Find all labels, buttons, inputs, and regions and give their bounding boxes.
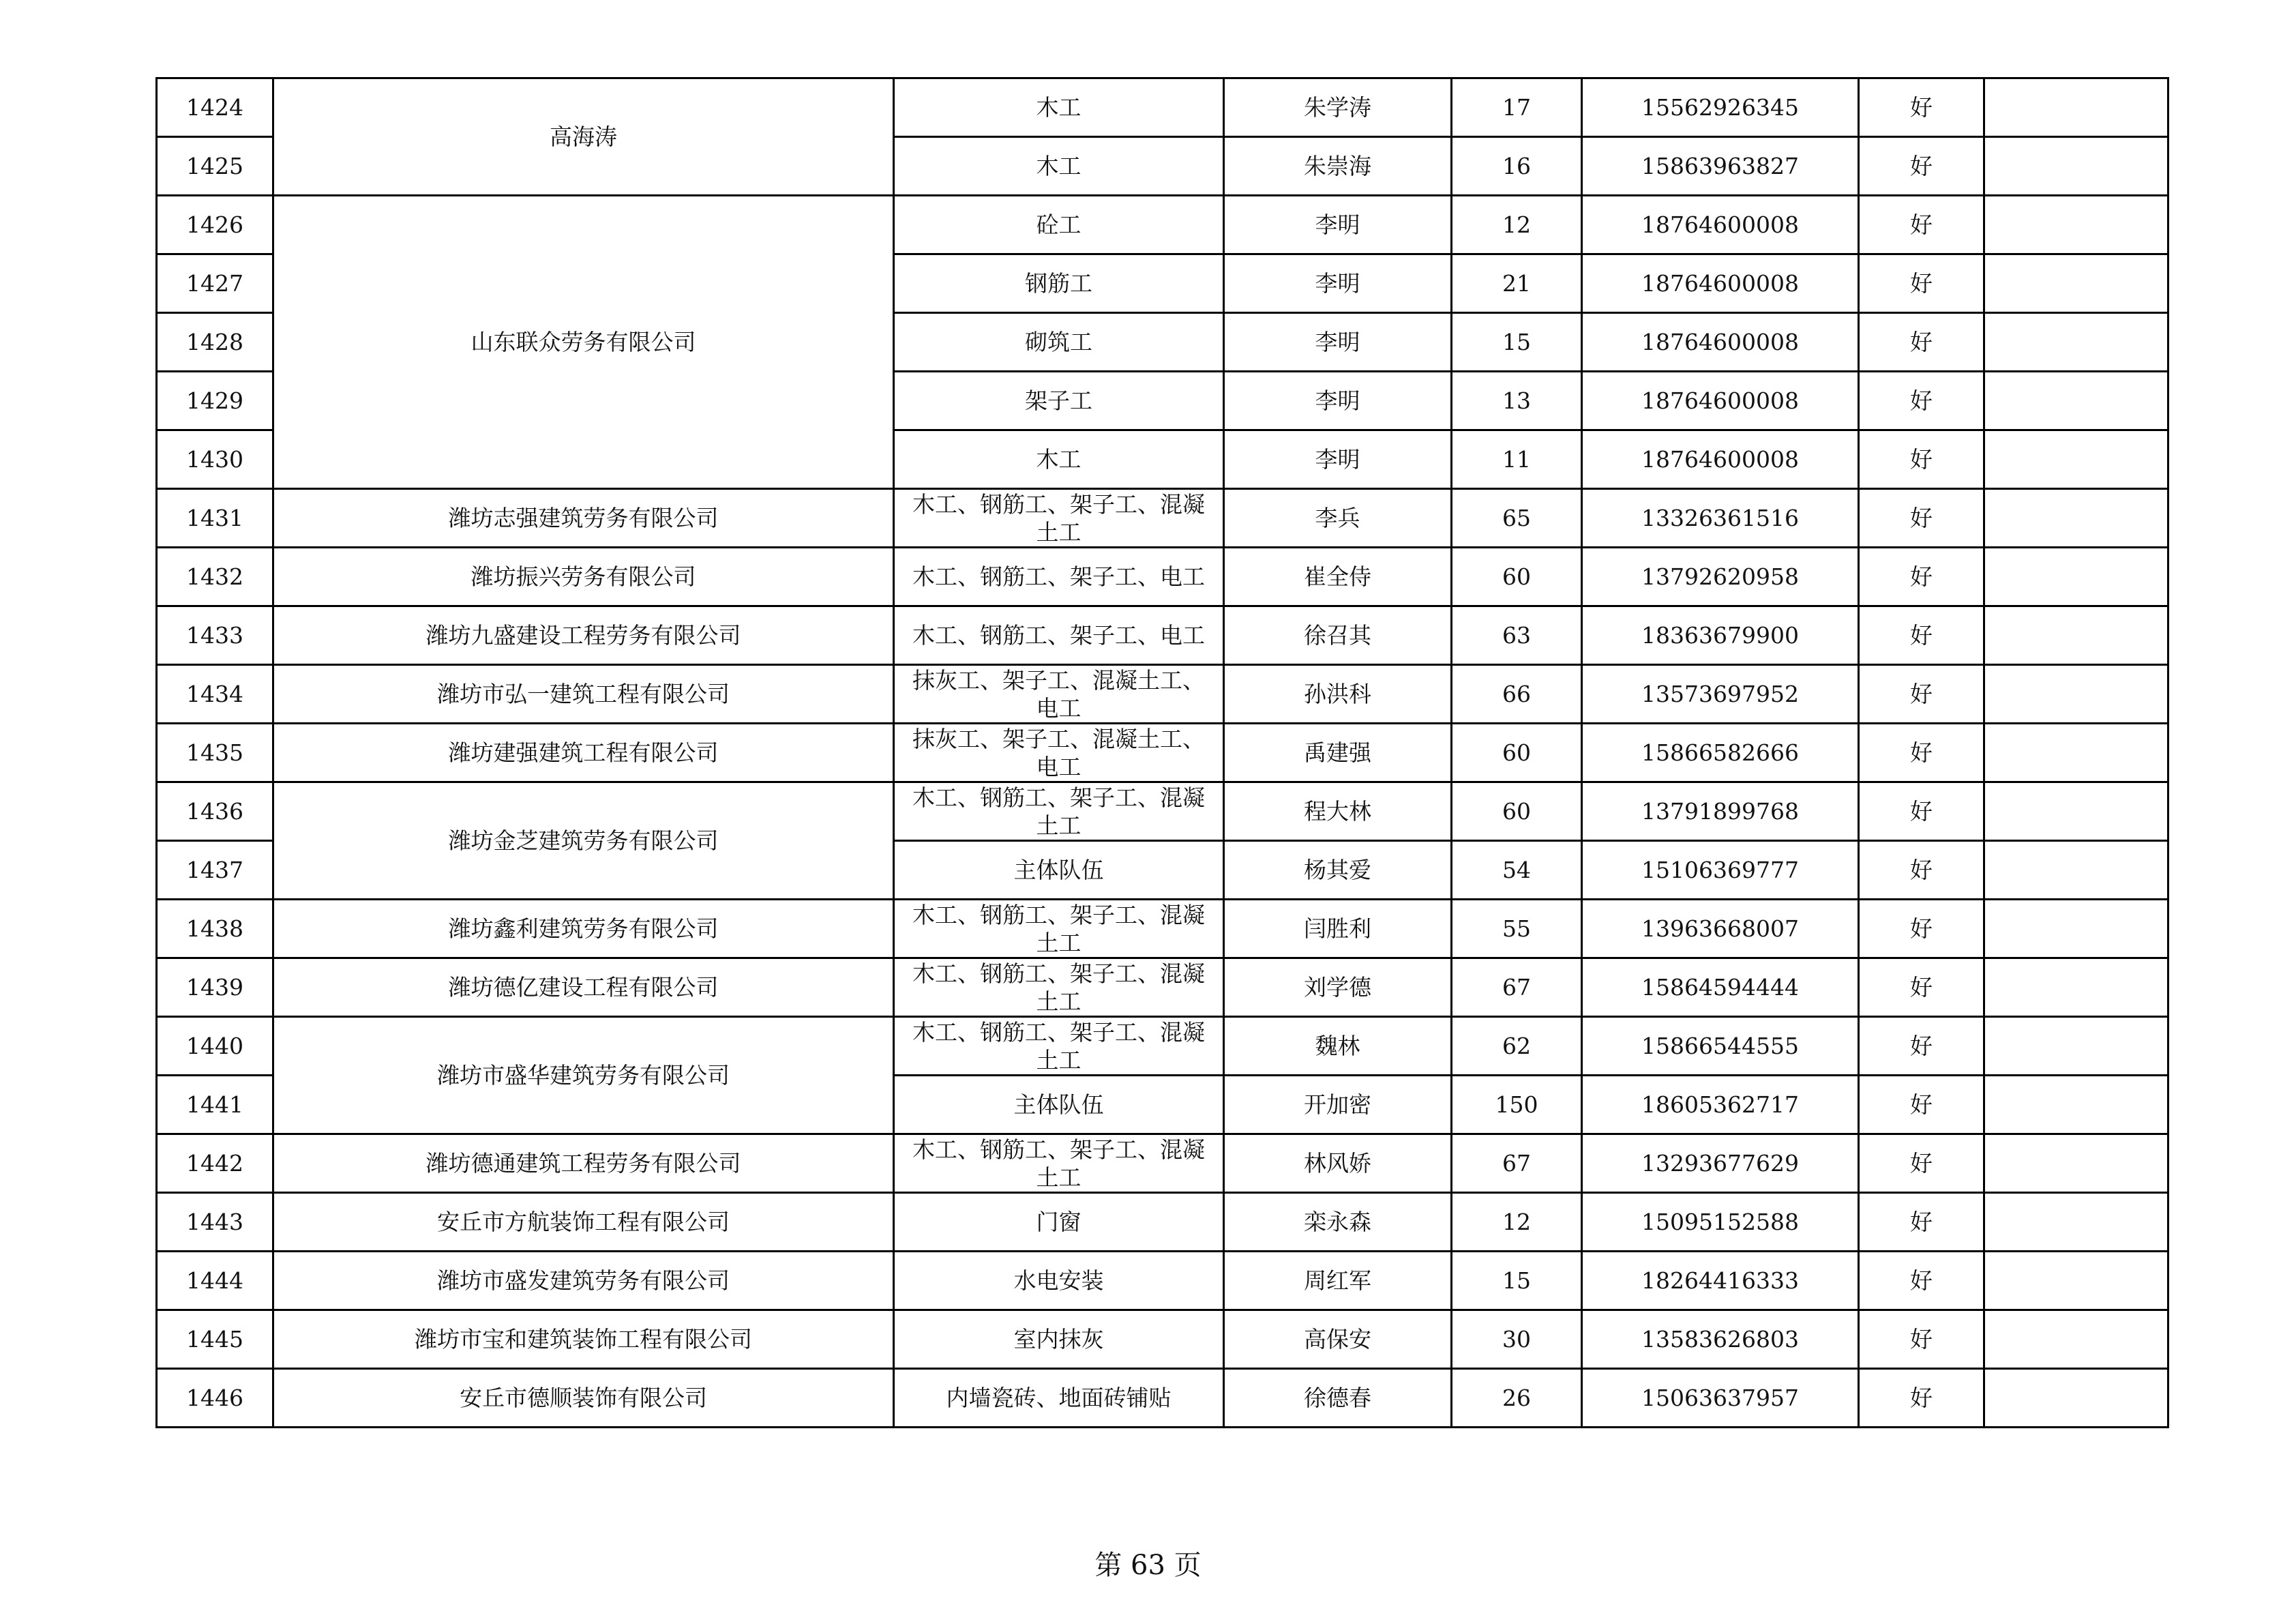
trade-cell: 水电安装: [894, 1252, 1224, 1310]
trade-cell: 木工、钢筋工、架子工、混凝土工: [894, 1017, 1224, 1076]
row-number-cell: 1435: [157, 724, 273, 782]
company-cell: 安丘市方航装饰工程有限公司: [273, 1193, 894, 1252]
note-cell: [1984, 900, 2168, 958]
worker-count-cell: 62: [1452, 1017, 1582, 1076]
note-cell: [1984, 313, 2168, 372]
company-cell: 潍坊市盛发建筑劳务有限公司: [273, 1252, 894, 1310]
note-cell: [1984, 1193, 2168, 1252]
trade-cell: 木工、钢筋工、架子工、混凝土工: [894, 1134, 1224, 1193]
contact-person-cell: 禹建强: [1224, 724, 1452, 782]
note-cell: [1984, 958, 2168, 1017]
table-row: [157, 1134, 2168, 1193]
rating-cell: 好: [1859, 1017, 1984, 1076]
row-number-cell: 1446: [157, 1369, 273, 1428]
phone-cell: 13963668007: [1582, 900, 1859, 958]
row-number-cell: 1444: [157, 1252, 273, 1310]
worker-count-cell: 60: [1452, 548, 1582, 606]
company-cell: 潍坊振兴劳务有限公司: [273, 548, 894, 606]
worker-count-cell: 67: [1452, 958, 1582, 1017]
rating-cell: 好: [1859, 1310, 1984, 1369]
note-cell: [1984, 665, 2168, 724]
phone-cell: 18764600008: [1582, 196, 1859, 254]
worker-count-cell: 60: [1452, 724, 1582, 782]
phone-cell: 18605362717: [1582, 1076, 1859, 1134]
contact-person-cell: 李兵: [1224, 489, 1452, 548]
contact-person-cell: 李明: [1224, 372, 1452, 430]
trade-cell: 木工、钢筋工、架子工、电工: [894, 606, 1224, 665]
rating-cell: 好: [1859, 1193, 1984, 1252]
phone-cell: 18363679900: [1582, 606, 1859, 665]
worker-count-cell: 12: [1452, 1193, 1582, 1252]
company-cell: 潍坊鑫利建筑劳务有限公司: [273, 900, 894, 958]
contact-person-cell: 李明: [1224, 196, 1452, 254]
contact-person-cell: 杨其爱: [1224, 841, 1452, 900]
phone-cell: 15095152588: [1582, 1193, 1859, 1252]
row-number-cell: 1433: [157, 606, 273, 665]
row-number-cell: 1431: [157, 489, 273, 548]
trade-cell: 木工、钢筋工、架子工、混凝土工: [894, 489, 1224, 548]
worker-count-cell: 11: [1452, 430, 1582, 489]
contact-person-cell: 程大林: [1224, 782, 1452, 841]
worker-count-cell: 15: [1452, 1252, 1582, 1310]
table-body: [157, 78, 2168, 1428]
note-cell: [1984, 196, 2168, 254]
phone-cell: 13792620958: [1582, 548, 1859, 606]
row-number-cell: 1429: [157, 372, 273, 430]
contact-person-cell: 崔全侍: [1224, 548, 1452, 606]
row-number-cell: 1425: [157, 137, 273, 196]
note-cell: [1984, 724, 2168, 782]
table-row: [157, 548, 2168, 606]
company-cell: 安丘市德顺装饰有限公司: [273, 1369, 894, 1428]
table-row: [157, 665, 2168, 724]
contact-person-cell: 栾永森: [1224, 1193, 1452, 1252]
worker-count-cell: 12: [1452, 196, 1582, 254]
worker-count-cell: 67: [1452, 1134, 1582, 1193]
worker-count-cell: 26: [1452, 1369, 1582, 1428]
contractor-table: [155, 77, 2169, 1428]
worker-count-cell: 13: [1452, 372, 1582, 430]
rating-cell: 好: [1859, 548, 1984, 606]
table-row: [157, 1193, 2168, 1252]
trade-cell: 木工、钢筋工、架子工、混凝土工: [894, 782, 1224, 841]
phone-cell: 15866582666: [1582, 724, 1859, 782]
phone-cell: 13583626803: [1582, 1310, 1859, 1369]
phone-cell: 18764600008: [1582, 430, 1859, 489]
company-cell: 山东联众劳务有限公司: [273, 196, 894, 489]
rating-cell: 好: [1859, 78, 1984, 137]
trade-cell: 木工、钢筋工、架子工、电工: [894, 548, 1224, 606]
rating-cell: 好: [1859, 958, 1984, 1017]
note-cell: [1984, 1134, 2168, 1193]
contact-person-cell: 林风娇: [1224, 1134, 1452, 1193]
note-cell: [1984, 1076, 2168, 1134]
row-number-cell: 1436: [157, 782, 273, 841]
trade-cell: 内墙瓷砖、地面砖铺贴: [894, 1369, 1224, 1428]
trade-cell: 主体队伍: [894, 841, 1224, 900]
rating-cell: 好: [1859, 1369, 1984, 1428]
company-cell: 潍坊建强建筑工程有限公司: [273, 724, 894, 782]
rating-cell: 好: [1859, 430, 1984, 489]
worker-count-cell: 66: [1452, 665, 1582, 724]
table-row: [157, 1369, 2168, 1428]
note-cell: [1984, 841, 2168, 900]
trade-cell: 木工: [894, 78, 1224, 137]
table-row: [157, 900, 2168, 958]
company-cell: 潍坊市盛华建筑劳务有限公司: [273, 1017, 894, 1134]
rating-cell: 好: [1859, 372, 1984, 430]
contact-person-cell: 朱崇海: [1224, 137, 1452, 196]
note-cell: [1984, 548, 2168, 606]
row-number-cell: 1440: [157, 1017, 273, 1076]
trade-cell: 主体队伍: [894, 1076, 1224, 1134]
row-number-cell: 1442: [157, 1134, 273, 1193]
contact-person-cell: 李明: [1224, 313, 1452, 372]
phone-cell: 15864594444: [1582, 958, 1859, 1017]
rating-cell: 好: [1859, 1076, 1984, 1134]
note-cell: [1984, 78, 2168, 137]
row-number-cell: 1434: [157, 665, 273, 724]
table-row: [157, 78, 2168, 137]
note-cell: [1984, 430, 2168, 489]
trade-cell: 木工: [894, 430, 1224, 489]
row-number-cell: 1430: [157, 430, 273, 489]
rating-cell: 好: [1859, 1252, 1984, 1310]
company-cell: 潍坊市宝和建筑装饰工程有限公司: [273, 1310, 894, 1369]
company-cell: 潍坊德亿建设工程有限公司: [273, 958, 894, 1017]
rating-cell: 好: [1859, 724, 1984, 782]
row-number-cell: 1445: [157, 1310, 273, 1369]
worker-count-cell: 55: [1452, 900, 1582, 958]
note-cell: [1984, 1017, 2168, 1076]
worker-count-cell: 65: [1452, 489, 1582, 548]
rating-cell: 好: [1859, 900, 1984, 958]
phone-cell: 15063637957: [1582, 1369, 1859, 1428]
table-row: [157, 782, 2168, 841]
contact-person-cell: 徐召其: [1224, 606, 1452, 665]
contact-person-cell: 魏林: [1224, 1017, 1452, 1076]
trade-cell: 门窗: [894, 1193, 1224, 1252]
row-number-cell: 1428: [157, 313, 273, 372]
table-row: [157, 196, 2168, 254]
rating-cell: 好: [1859, 782, 1984, 841]
note-cell: [1984, 372, 2168, 430]
row-number-cell: 1424: [157, 78, 273, 137]
note-cell: [1984, 1369, 2168, 1428]
rating-cell: 好: [1859, 1134, 1984, 1193]
phone-cell: 13293677629: [1582, 1134, 1859, 1193]
worker-count-cell: 30: [1452, 1310, 1582, 1369]
worker-count-cell: 17: [1452, 78, 1582, 137]
worker-count-cell: 60: [1452, 782, 1582, 841]
contact-person-cell: 开加密: [1224, 1076, 1452, 1134]
page-number: 第 63 页: [1094, 1550, 1202, 1581]
contact-person-cell: 朱学涛: [1224, 78, 1452, 137]
row-number-cell: 1441: [157, 1076, 273, 1134]
row-number-cell: 1432: [157, 548, 273, 606]
phone-cell: 18764600008: [1582, 313, 1859, 372]
trade-cell: 木工: [894, 137, 1224, 196]
table-row: [157, 489, 2168, 548]
rating-cell: 好: [1859, 841, 1984, 900]
table-row: [157, 606, 2168, 665]
contact-person-cell: 李明: [1224, 430, 1452, 489]
worker-count-cell: 15: [1452, 313, 1582, 372]
company-cell: 高海涛: [273, 78, 894, 196]
rating-cell: 好: [1859, 254, 1984, 313]
table-row: [157, 1252, 2168, 1310]
phone-cell: 18264416333: [1582, 1252, 1859, 1310]
worker-count-cell: 16: [1452, 137, 1582, 196]
phone-cell: 15863963827: [1582, 137, 1859, 196]
company-cell: 潍坊市弘一建筑工程有限公司: [273, 665, 894, 724]
company-cell: 潍坊九盛建设工程劳务有限公司: [273, 606, 894, 665]
row-number-cell: 1443: [157, 1193, 273, 1252]
row-number-cell: 1438: [157, 900, 273, 958]
note-cell: [1984, 489, 2168, 548]
row-number-cell: 1426: [157, 196, 273, 254]
phone-cell: 13326361516: [1582, 489, 1859, 548]
note-cell: [1984, 1252, 2168, 1310]
phone-cell: 15562926345: [1582, 78, 1859, 137]
trade-cell: 砌筑工: [894, 313, 1224, 372]
company-cell: 潍坊德通建筑工程劳务有限公司: [273, 1134, 894, 1193]
row-number-cell: 1437: [157, 841, 273, 900]
table-row: [157, 724, 2168, 782]
table-row: [157, 958, 2168, 1017]
rating-cell: 好: [1859, 489, 1984, 548]
phone-cell: 13573697952: [1582, 665, 1859, 724]
trade-cell: 室内抹灰: [894, 1310, 1224, 1369]
trade-cell: 架子工: [894, 372, 1224, 430]
phone-cell: 13791899768: [1582, 782, 1859, 841]
contact-person-cell: 高保安: [1224, 1310, 1452, 1369]
contact-person-cell: 李明: [1224, 254, 1452, 313]
phone-cell: 15106369777: [1582, 841, 1859, 900]
phone-cell: 18764600008: [1582, 254, 1859, 313]
rating-cell: 好: [1859, 606, 1984, 665]
trade-cell: 砼工: [894, 196, 1224, 254]
note-cell: [1984, 254, 2168, 313]
worker-count-cell: 150: [1452, 1076, 1582, 1134]
rating-cell: 好: [1859, 196, 1984, 254]
worker-count-cell: 63: [1452, 606, 1582, 665]
company-cell: 潍坊金芝建筑劳务有限公司: [273, 782, 894, 900]
trade-cell: 抹灰工、架子工、混凝土工、电工: [894, 724, 1224, 782]
rating-cell: 好: [1859, 665, 1984, 724]
row-number-cell: 1427: [157, 254, 273, 313]
contact-person-cell: 徐德春: [1224, 1369, 1452, 1428]
note-cell: [1984, 137, 2168, 196]
contact-person-cell: 孙洪科: [1224, 665, 1452, 724]
note-cell: [1984, 782, 2168, 841]
contact-person-cell: 刘学德: [1224, 958, 1452, 1017]
row-number-cell: 1439: [157, 958, 273, 1017]
trade-cell: 木工、钢筋工、架子工、混凝土工: [894, 958, 1224, 1017]
worker-count-cell: 54: [1452, 841, 1582, 900]
contact-person-cell: 闫胜利: [1224, 900, 1452, 958]
note-cell: [1984, 1310, 2168, 1369]
table-row: [157, 1017, 2168, 1076]
trade-cell: 钢筋工: [894, 254, 1224, 313]
table-row: [157, 1310, 2168, 1369]
worker-count-cell: 21: [1452, 254, 1582, 313]
rating-cell: 好: [1859, 313, 1984, 372]
rating-cell: 好: [1859, 137, 1984, 196]
note-cell: [1984, 606, 2168, 665]
phone-cell: 15866544555: [1582, 1017, 1859, 1076]
phone-cell: 18764600008: [1582, 372, 1859, 430]
trade-cell: 木工、钢筋工、架子工、混凝土工: [894, 900, 1224, 958]
trade-cell: 抹灰工、架子工、混凝土工、电工: [894, 665, 1224, 724]
company-cell: 潍坊志强建筑劳务有限公司: [273, 489, 894, 548]
contact-person-cell: 周红军: [1224, 1252, 1452, 1310]
